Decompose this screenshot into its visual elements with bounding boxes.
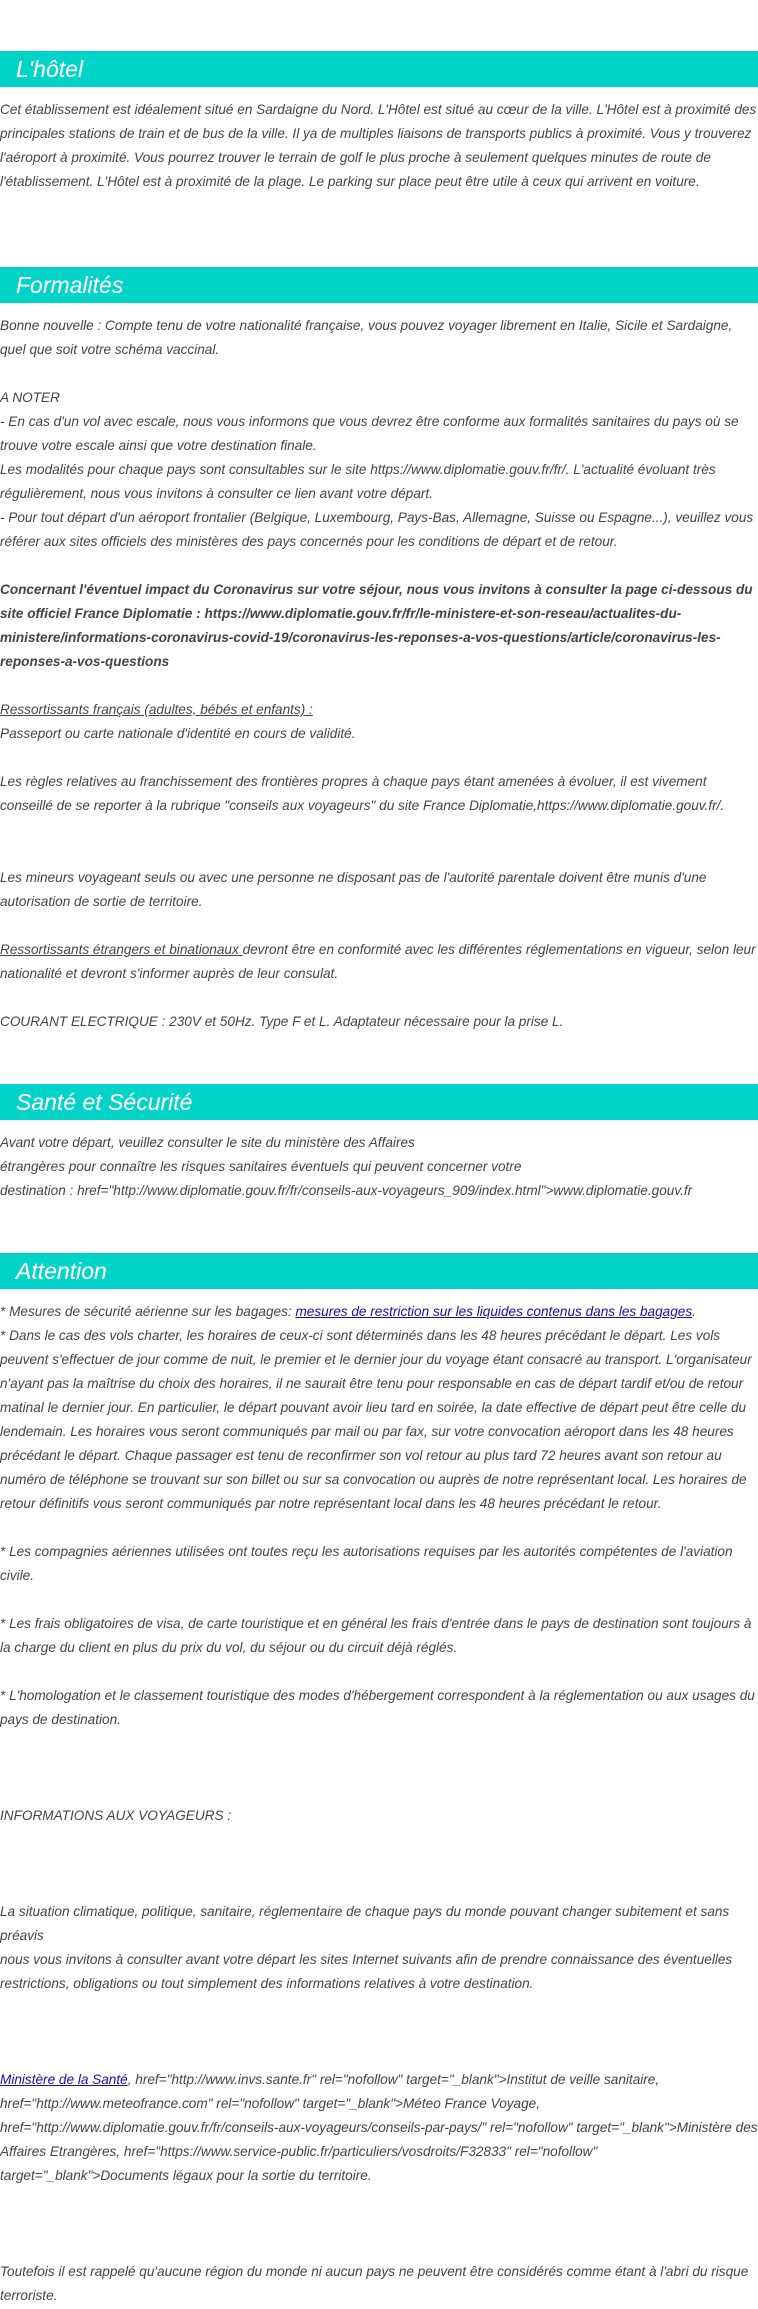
ressortissants-etrangers-label: Ressortissants étrangers et binationaux [0, 942, 243, 957]
homologation-note: * L'homologation et le classement touristique des modes d'hébergement correspondent à la réglementation ou aux usages du pays de destination. [0, 1688, 755, 1727]
ressortissants-francais-text: Passeport ou carte nationale d'identité en cours de validité. [0, 726, 356, 741]
hotel-description: Cet établissement est idéalement situé en Sardaigne du Nord. L'Hôtel est situé au cœur de la ville. L'Hôtel est à proximité des principales stations de train et de bus de la ville. Il ya de multiples liaisons de transports publics à proximité. Vous y trouverez l'aéroport à proximité. Vous pourrez trouver le terrain de golf le plus proche à seulement quelques minutes de route de l'établissement. L'Hôtel est à proximité de la plage. Le parking sur place peut être utile à ceux qui arrivent en voiture. [0, 102, 757, 189]
sites-liens-text: , href="http://www.invs.sante.fr" rel="nofollow" target="_blank">Institut de veille sanitaire, href="http://www.meteofrance.com" rel="nofollow" target="_blank">Méteo France Voyage, href="http://www.diplomatie.gouv.fr/fr/conseils-aux-voyageurs/conseils-par-pays/" rel="nofollow" target="_blank">Ministère des Affaires Etrangères, href="https://www.service-public.fr/particuliers/vosdroits/F32833" rel="nofollow" target="_blank">Documents légaux pour la sortie du territoire. [0, 2072, 758, 2183]
situation-line-1: La situation climatique, politique, sanitaire, réglementaire de chaque pays du monde pouvant changer subitement et sans préavis [0, 1904, 730, 1943]
attention-heading: Attention [0, 1253, 758, 1289]
sante-line-2: étrangères pour connaître les risques sanitaires éventuels qui peuvent concerner votre [0, 1159, 522, 1174]
coronavirus-note: Concernant l'éventuel impact du Coronavirus sur votre séjour, nous vous invitons à consulter la page ci-dessous du site officiel France Diplomatie : https://www.diplomatie.gouv.fr/fr/le-ministere-et-son-reseau/actualites-du-ministere/informations-coronavirus-covid-19/coronavirus-les-reponses-a-vos-questions/article/coronavirus-les-reponses-a-vos-questions [0, 582, 753, 669]
mesures-suffix: . [692, 1304, 696, 1319]
ministere-sante-link[interactable]: Ministère de la Santé [0, 2072, 128, 2087]
mesures-securite [0, 1300, 758, 1324]
mineurs-note: Les mineurs voyageant seuls ou avec une personne ne disposant pas de l'autorité parentale doivent être munis d'une autorisation de sortie de territoire. [0, 870, 707, 909]
sante-heading: Santé et Sécurité [0, 1084, 758, 1120]
aeroport-frontalier-note: - Pour tout départ d'un aéroport frontalier (Belgique, Luxembourg, Pays-Bas, Allemagne, Suisse ou Espagne...), veuillez vous référer aux sites officiels des ministères des pays concernés pour les conditions de départ et de retour. [0, 510, 754, 549]
a-noter-label: A NOTER [0, 390, 60, 405]
sante-line-1: Avant votre départ, veuillez consulter le site du ministère des Affaires [0, 1135, 415, 1150]
ressortissants-etrangers-text: devront être en conformité avec les différentes réglementations en vigueur, selon leur nationalité et devront s'informer auprès de leur consulat. [0, 942, 756, 981]
ressortissants-etrangers [0, 938, 758, 986]
regles-frontieres: Les règles relatives au franchissement des frontières propres à chaque pays étant amenées à évoluer, il est vivement conseillé de se reporter à la rubrique "conseils aux voyageurs" du site France Diplomatie,https://www.diplomatie.gouv.fr/. [0, 774, 725, 813]
sites-liens [0, 2068, 758, 2188]
mesures-prefix: * Mesures de sécurité aérienne sur les bagages: [0, 1304, 296, 1319]
informations-voyageurs-label: INFORMATIONS AUX VOYAGEURS : [0, 1808, 232, 1823]
liquides-restriction-link[interactable]: mesures de restriction sur les liquides contenus dans les bagages [295, 1304, 693, 1319]
modalites-note: Les modalités pour chaque pays sont consultables sur le site https://www.diplomatie.gouv.fr/fr/. L'actualité évoluant très régulièrement, nous vous invitons à consulter ce lien avant votre départ. [0, 462, 716, 501]
sante-line-3: destination : href="http://www.diplomatie.gouv.fr/fr/conseils-aux-voyageurs_909/index.html">www.diplomatie.gouv.fr [0, 1183, 693, 1198]
situation-line-2: nous vous invitons à consulter avant votre départ les sites Internet suivants afin de prendre connaissance des éventuelles restrictions, obligations ou tout simplement des informations relatives à votre destination. [0, 1952, 733, 1991]
escale-note: - En cas d'un vol avec escale, nous vous informons que vous devrez être conforme aux formalités sanitaires du pays où se trouve votre escale ainsi que votre destination finale. [0, 414, 739, 453]
courant-electrique: COURANT ELECTRIQUE : 230V et 50Hz. Type F et L. Adaptateur nécessaire pour la prise L. [0, 1014, 564, 1029]
formalites-intro: Bonne nouvelle : Compte tenu de votre nationalité française, vous pouvez voyager librement en Italie, Sicile et Sardaigne, quel que soit votre schéma vaccinal. [0, 318, 733, 357]
frais-visa-note: * Les frais obligatoires de visa, de carte touristique et en général les frais d'entrée dans le pays de destination sont toujours à la charge du client en plus du prix du vol, du séjour ou du circuit déjà réglés. [0, 1616, 752, 1655]
formalites-heading: Formalités [0, 267, 758, 303]
vols-charter-note: * Dans le cas des vols charter, les horaires de ceux-ci sont déterminés dans les 48 heures précédant le départ. Les vols peuvent s'effectuer de jour comme de nuit, le premier et le dernier jour du voyage étant consacré au transport. L'organisateur n'ayant pas la maîtrise du choix des horaires, il ne saurait être tenu pour responsable en cas de départ tardif et/ou de retour matinal le dernier jour. En particulier, le départ pouvant avoir lieu tard en soirée, la date effective de départ peut être celle du lendemain. Les horaires vous seront communiqués par mail ou par fax, sur votre convocation aéroport dans les 48 heures précédant le départ. Chaque passager est tenu de reconfirmer son vol retour au plus tard 72 heures avant son retour au numéro de téléphone se trouvant sur son billet ou sur sa convocation ou auprès de notre représentant local. Les horaires de retour définitifs vous seront communiqués par notre représentant local dans les 48 heures précédant le retour. [0, 1328, 752, 1511]
hotel-heading: L'hôtel [0, 51, 758, 87]
compagnies-note: * Les compagnies aériennes utilisées ont toutes reçu les autorisations requises par les autorités compétentes de l'aviation civile. [0, 1544, 733, 1583]
risque-terroriste-note: Toutefois il est rappelé qu'aucune région du monde ni aucun pays ne peuvent être considérés comme étant à l'abri du risque terroriste. [0, 2264, 749, 2303]
ressortissants-francais-label: Ressortissants français (adultes, bébés et enfants) : [0, 702, 313, 717]
